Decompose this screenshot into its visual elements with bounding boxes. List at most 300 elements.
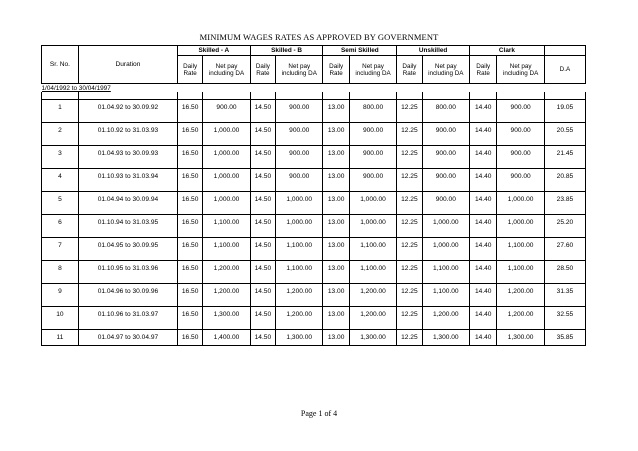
spacer-cell	[250, 138, 275, 146]
spacer-cell	[470, 299, 497, 307]
spacer-cell	[397, 92, 422, 100]
spacer-cell	[78, 207, 177, 215]
spacer-cell	[203, 184, 250, 192]
sr-no-header: Sr. No.	[42, 46, 79, 84]
spacer-cell	[349, 276, 396, 284]
sr-no-cell: 9	[42, 284, 79, 300]
sr-no-cell: 3	[42, 146, 79, 162]
spacer-cell	[397, 253, 422, 261]
skilled-b-net-pay: 1,100.00	[276, 238, 323, 254]
spacer-cell	[276, 138, 323, 146]
da-cell: 20.55	[544, 123, 585, 139]
spacer-cell	[397, 161, 422, 169]
spacer-cell	[177, 322, 202, 330]
spacer-cell	[276, 253, 323, 261]
daily-rate-header: Daily Rate	[250, 56, 275, 84]
unskilled-net-pay: 800.00	[422, 100, 469, 116]
group-header-semi-skilled: Semi Skilled	[323, 46, 397, 56]
row-spacer	[42, 276, 586, 284]
clark-daily-rate: 14.40	[470, 192, 497, 208]
skilled-b-daily-rate: 14.50	[250, 169, 275, 185]
spacer-cell	[497, 276, 544, 284]
unskilled-net-pay: 900.00	[422, 192, 469, 208]
spacer-cell	[276, 322, 323, 330]
spacer-cell	[470, 184, 497, 192]
spacer-cell	[250, 276, 275, 284]
da-cell: 20.85	[544, 169, 585, 185]
spacer-cell	[544, 322, 585, 330]
spacer-cell	[470, 138, 497, 146]
spacer-cell	[544, 276, 585, 284]
skilled-b-daily-rate: 14.50	[250, 123, 275, 139]
net-pay-header: Net pay including DA	[422, 56, 469, 84]
skilled-a-net-pay: 1,200.00	[203, 284, 250, 300]
skilled-b-net-pay: 900.00	[276, 169, 323, 185]
da-cell: 21.45	[544, 146, 585, 162]
sr-no-cell: 10	[42, 307, 79, 323]
table-row	[42, 330, 586, 346]
unskilled-daily-rate: 12.25	[397, 261, 422, 277]
spacer-cell	[203, 253, 250, 261]
spacer-cell	[544, 207, 585, 215]
table-row	[42, 192, 586, 208]
unskilled-daily-rate: 12.25	[397, 307, 422, 323]
skilled-b-daily-rate: 14.50	[250, 284, 275, 300]
semi-skilled-net-pay: 800.00	[349, 100, 396, 116]
row-spacer	[42, 138, 586, 146]
unskilled-daily-rate: 12.25	[397, 238, 422, 254]
spacer-cell	[497, 161, 544, 169]
duration-cell: 01.04.94 to 30.09.94	[78, 192, 177, 208]
skilled-b-net-pay: 1,200.00	[276, 307, 323, 323]
spacer-cell	[497, 92, 544, 100]
semi-skilled-net-pay: 1,300.00	[349, 330, 396, 346]
semi-skilled-daily-rate: 13.00	[323, 215, 349, 231]
skilled-b-net-pay: 1,300.00	[276, 330, 323, 346]
spacer-cell	[203, 92, 250, 100]
spacer-cell	[397, 207, 422, 215]
unskilled-net-pay: 1,000.00	[422, 215, 469, 231]
spacer-cell	[323, 322, 349, 330]
spacer-cell	[544, 299, 585, 307]
spacer-cell	[397, 299, 422, 307]
spacer-cell	[470, 92, 497, 100]
spacer-cell	[470, 115, 497, 123]
semi-skilled-daily-rate: 13.00	[323, 284, 349, 300]
sr-no-cell: 5	[42, 192, 79, 208]
period-label: 1/04/1992 to 30/04/1997	[41, 84, 111, 92]
skilled-a-daily-rate: 16.50	[177, 261, 202, 277]
spacer-cell	[276, 184, 323, 192]
spacer-cell	[349, 299, 396, 307]
unskilled-daily-rate: 12.25	[397, 123, 422, 139]
spacer-cell	[349, 138, 396, 146]
skilled-b-daily-rate: 14.50	[250, 215, 275, 231]
skilled-a-daily-rate: 16.50	[177, 307, 202, 323]
skilled-a-net-pay: 1,000.00	[203, 169, 250, 185]
clark-net-pay: 1,300.00	[497, 330, 544, 346]
row-spacer	[42, 161, 586, 169]
spacer-cell	[544, 161, 585, 169]
spacer-cell	[497, 299, 544, 307]
spacer-cell	[276, 230, 323, 238]
duration-cell: 01.10.94 to 31.03.95	[78, 215, 177, 231]
spacer-cell	[250, 161, 275, 169]
clark-daily-rate: 14.40	[470, 330, 497, 346]
spacer-cell	[203, 138, 250, 146]
spacer-cell	[397, 276, 422, 284]
spacer-cell	[250, 253, 275, 261]
semi-skilled-daily-rate: 13.00	[323, 330, 349, 346]
spacer-cell	[78, 138, 177, 146]
spacer-cell	[177, 161, 202, 169]
da-cell: 35.85	[544, 330, 585, 346]
unskilled-net-pay: 1,100.00	[422, 261, 469, 277]
duration-cell: 01.10.95 to 31.03.96	[78, 261, 177, 277]
spacer-cell	[470, 253, 497, 261]
spacer-cell	[422, 253, 469, 261]
spacer-cell	[397, 184, 422, 192]
row-spacer	[42, 299, 586, 307]
da-cell: 27.60	[544, 238, 585, 254]
unskilled-net-pay: 1,300.00	[422, 330, 469, 346]
skilled-a-net-pay: 1,300.00	[203, 307, 250, 323]
skilled-a-daily-rate: 16.50	[177, 238, 202, 254]
sr-no-cell: 1	[42, 100, 79, 116]
net-pay-header: Net pay including DA	[276, 56, 323, 84]
clark-net-pay: 1,000.00	[497, 215, 544, 231]
spacer-cell	[349, 184, 396, 192]
spacer-cell	[422, 138, 469, 146]
skilled-a-net-pay: 900.00	[203, 100, 250, 116]
da-cell: 32.55	[544, 307, 585, 323]
spacer-cell	[349, 115, 396, 123]
clark-daily-rate: 14.40	[470, 100, 497, 116]
row-spacer	[42, 115, 586, 123]
clark-daily-rate: 14.40	[470, 169, 497, 185]
clark-net-pay: 900.00	[497, 123, 544, 139]
spacer-cell	[422, 230, 469, 238]
sr-no-cell: 8	[42, 261, 79, 277]
spacer-cell	[349, 92, 396, 100]
spacer-cell	[497, 184, 544, 192]
duration-cell: 01.10.93 to 31.03.94	[78, 169, 177, 185]
row-spacer	[42, 322, 586, 330]
unskilled-daily-rate: 12.25	[397, 169, 422, 185]
spacer-cell	[544, 92, 585, 100]
semi-skilled-daily-rate: 13.00	[323, 261, 349, 277]
spacer-cell	[203, 115, 250, 123]
spacer-cell	[42, 299, 79, 307]
semi-skilled-daily-rate: 13.00	[323, 169, 349, 185]
spacer-cell	[544, 253, 585, 261]
spacer-cell	[177, 276, 202, 284]
sr-no-cell: 6	[42, 215, 79, 231]
skilled-a-net-pay: 1,000.00	[203, 123, 250, 139]
spacer-cell	[544, 115, 585, 123]
spacer-cell	[276, 276, 323, 284]
spacer-cell	[203, 322, 250, 330]
clark-net-pay: 900.00	[497, 146, 544, 162]
duration-cell: 01.04.97 to 30.04.97	[78, 330, 177, 346]
spacer-cell	[177, 299, 202, 307]
spacer-cell	[349, 253, 396, 261]
spacer-cell	[397, 115, 422, 123]
semi-skilled-daily-rate: 13.00	[323, 123, 349, 139]
spacer-cell	[177, 207, 202, 215]
spacer-cell	[250, 115, 275, 123]
spacer-cell	[349, 230, 396, 238]
spacer-cell	[203, 230, 250, 238]
spacer-cell	[544, 230, 585, 238]
table-row	[42, 123, 586, 139]
spacer-cell	[323, 230, 349, 238]
semi-skilled-daily-rate: 13.00	[323, 238, 349, 254]
duration-cell: 01.10.96 to 31.03.97	[78, 307, 177, 323]
spacer-cell	[397, 230, 422, 238]
spacer-cell	[177, 138, 202, 146]
spacer-cell	[78, 92, 177, 100]
page-footer: Page 1 of 4	[300, 409, 338, 418]
spacer-cell	[323, 161, 349, 169]
clark-daily-rate: 14.40	[470, 215, 497, 231]
spacer-cell	[497, 138, 544, 146]
semi-skilled-net-pay: 900.00	[349, 123, 396, 139]
spacer-cell	[323, 276, 349, 284]
daily-rate-header: Daily Rate	[177, 56, 202, 84]
table-row	[42, 146, 586, 162]
spacer-cell	[250, 207, 275, 215]
da-cell: 28.50	[544, 261, 585, 277]
unskilled-net-pay: 900.00	[422, 146, 469, 162]
spacer-cell	[470, 161, 497, 169]
duration-cell: 01.04.96 to 30.09.96	[78, 284, 177, 300]
spacer-cell	[250, 299, 275, 307]
clark-net-pay: 1,100.00	[497, 238, 544, 254]
period-row	[42, 84, 586, 93]
spacer-cell	[422, 207, 469, 215]
group-header-skilled-a: Skilled - A	[177, 46, 250, 56]
document-title: MINIMUM WAGES RATES AS APPROVED BY GOVERNMENT	[199, 32, 439, 42]
spacer-cell	[544, 184, 585, 192]
spacer-cell	[250, 230, 275, 238]
spacer-cell	[323, 92, 349, 100]
skilled-b-net-pay: 900.00	[276, 146, 323, 162]
group-header-clark: Clark	[470, 46, 545, 56]
spacer-cell	[470, 207, 497, 215]
table-row	[42, 284, 586, 300]
table-row	[42, 215, 586, 231]
skilled-b-daily-rate: 14.50	[250, 100, 275, 116]
spacer-cell	[42, 115, 79, 123]
sr-no-cell: 7	[42, 238, 79, 254]
clark-net-pay: 1,200.00	[497, 307, 544, 323]
unskilled-net-pay: 900.00	[422, 123, 469, 139]
spacer-cell	[422, 322, 469, 330]
spacer-cell	[349, 161, 396, 169]
table-row	[42, 169, 586, 185]
spacer-cell	[323, 184, 349, 192]
net-pay-header: Net pay including DA	[497, 56, 544, 84]
row-spacer	[42, 230, 586, 238]
skilled-a-net-pay: 1,000.00	[203, 146, 250, 162]
daily-rate-header: Daily Rate	[323, 56, 349, 84]
da-cell: 31.35	[544, 284, 585, 300]
da-group-blank	[544, 46, 585, 56]
spacer-cell	[250, 92, 275, 100]
skilled-b-daily-rate: 14.50	[250, 261, 275, 277]
unskilled-daily-rate: 12.25	[397, 284, 422, 300]
skilled-b-net-pay: 1,000.00	[276, 192, 323, 208]
spacer-cell	[203, 161, 250, 169]
skilled-b-net-pay: 1,200.00	[276, 284, 323, 300]
skilled-a-daily-rate: 16.50	[177, 284, 202, 300]
spacer-cell	[78, 253, 177, 261]
spacer-cell	[470, 230, 497, 238]
semi-skilled-net-pay: 1,000.00	[349, 192, 396, 208]
semi-skilled-net-pay: 1,000.00	[349, 215, 396, 231]
spacer-cell	[497, 322, 544, 330]
spacer-cell	[42, 276, 79, 284]
spacer-cell	[422, 276, 469, 284]
spacer-cell	[323, 115, 349, 123]
da-cell: 25.20	[544, 215, 585, 231]
semi-skilled-net-pay: 1,100.00	[349, 261, 396, 277]
spacer-cell	[497, 230, 544, 238]
da-cell: 19.05	[544, 100, 585, 116]
skilled-a-net-pay: 1,200.00	[203, 261, 250, 277]
unskilled-daily-rate: 12.25	[397, 215, 422, 231]
spacer-cell	[276, 115, 323, 123]
header-group-row	[42, 46, 586, 56]
da-cell: 23.85	[544, 192, 585, 208]
clark-net-pay: 900.00	[497, 100, 544, 116]
spacer-cell	[42, 230, 79, 238]
unskilled-net-pay: 1,100.00	[422, 284, 469, 300]
spacer-cell	[250, 184, 275, 192]
spacer-cell	[78, 299, 177, 307]
semi-skilled-daily-rate: 13.00	[323, 146, 349, 162]
spacer-cell	[250, 322, 275, 330]
skilled-b-net-pay: 1,000.00	[276, 215, 323, 231]
spacer-cell	[42, 184, 79, 192]
skilled-b-daily-rate: 14.50	[250, 146, 275, 162]
skilled-a-daily-rate: 16.50	[177, 192, 202, 208]
spacer-cell	[349, 207, 396, 215]
semi-skilled-net-pay: 900.00	[349, 146, 396, 162]
spacer-cell	[42, 207, 79, 215]
spacer-cell	[422, 92, 469, 100]
row-spacer	[42, 184, 586, 192]
skilled-b-daily-rate: 14.50	[250, 238, 275, 254]
spacer-cell	[203, 299, 250, 307]
spacer-cell	[78, 115, 177, 123]
spacer-cell	[323, 138, 349, 146]
sr-no-cell: 11	[42, 330, 79, 346]
skilled-a-net-pay: 1,400.00	[203, 330, 250, 346]
spacer-cell	[422, 115, 469, 123]
spacer-cell	[78, 184, 177, 192]
spacer-cell	[78, 230, 177, 238]
spacer-cell	[323, 207, 349, 215]
skilled-b-daily-rate: 14.50	[250, 192, 275, 208]
semi-skilled-net-pay: 1,200.00	[349, 307, 396, 323]
sr-no-cell: 4	[42, 169, 79, 185]
net-pay-header: Net pay including DA	[203, 56, 250, 84]
clark-net-pay: 1,000.00	[497, 192, 544, 208]
spacer-cell	[203, 276, 250, 284]
spacer-cell	[177, 92, 202, 100]
row-spacer	[42, 207, 586, 215]
spacer-cell	[42, 161, 79, 169]
da-header: D.A	[544, 56, 585, 84]
semi-skilled-daily-rate: 13.00	[323, 192, 349, 208]
spacer-cell	[78, 322, 177, 330]
spacer-cell	[544, 138, 585, 146]
spacer-cell	[323, 299, 349, 307]
wages-table	[41, 45, 586, 346]
spacer-cell	[397, 138, 422, 146]
spacer-cell	[323, 253, 349, 261]
spacer-cell	[422, 184, 469, 192]
spacer-cell	[276, 92, 323, 100]
spacer-cell	[470, 322, 497, 330]
skilled-a-daily-rate: 16.50	[177, 100, 202, 116]
unskilled-net-pay: 1,000.00	[422, 238, 469, 254]
skilled-a-daily-rate: 16.50	[177, 215, 202, 231]
spacer-cell	[177, 253, 202, 261]
clark-net-pay: 1,200.00	[497, 284, 544, 300]
spacer-cell	[177, 184, 202, 192]
unskilled-net-pay: 1,200.00	[422, 307, 469, 323]
row-spacer	[42, 92, 586, 100]
spacer-cell	[42, 322, 79, 330]
clark-daily-rate: 14.40	[470, 238, 497, 254]
skilled-a-daily-rate: 16.50	[177, 146, 202, 162]
net-pay-header: Net pay including DA	[349, 56, 396, 84]
spacer-cell	[42, 138, 79, 146]
group-header-unskilled: Unskilled	[397, 46, 470, 56]
spacer-cell	[497, 253, 544, 261]
skilled-b-daily-rate: 14.50	[250, 330, 275, 346]
skilled-b-daily-rate: 14.50	[250, 307, 275, 323]
semi-skilled-daily-rate: 13.00	[323, 100, 349, 116]
table-row	[42, 261, 586, 277]
skilled-a-net-pay: 1,100.00	[203, 238, 250, 254]
spacer-cell	[422, 161, 469, 169]
duration-cell: 01.04.92 to 30.09.92	[78, 100, 177, 116]
semi-skilled-net-pay: 1,200.00	[349, 284, 396, 300]
skilled-a-daily-rate: 16.50	[177, 330, 202, 346]
semi-skilled-daily-rate: 13.00	[323, 307, 349, 323]
spacer-cell	[276, 207, 323, 215]
group-header-skilled-b: Skilled - B	[250, 46, 323, 56]
spacer-cell	[422, 299, 469, 307]
spacer-cell	[177, 115, 202, 123]
clark-daily-rate: 14.40	[470, 146, 497, 162]
semi-skilled-net-pay: 1,100.00	[349, 238, 396, 254]
skilled-a-net-pay: 1,100.00	[203, 215, 250, 231]
spacer-cell	[78, 276, 177, 284]
table-row	[42, 238, 586, 254]
unskilled-net-pay: 900.00	[422, 169, 469, 185]
skilled-b-net-pay: 900.00	[276, 100, 323, 116]
clark-daily-rate: 14.40	[470, 284, 497, 300]
clark-net-pay: 900.00	[497, 169, 544, 185]
spacer-cell	[497, 207, 544, 215]
duration-cell: 01.04.93 to 30.09.93	[78, 146, 177, 162]
duration-cell: 01.10.92 to 31.03.93	[78, 123, 177, 139]
